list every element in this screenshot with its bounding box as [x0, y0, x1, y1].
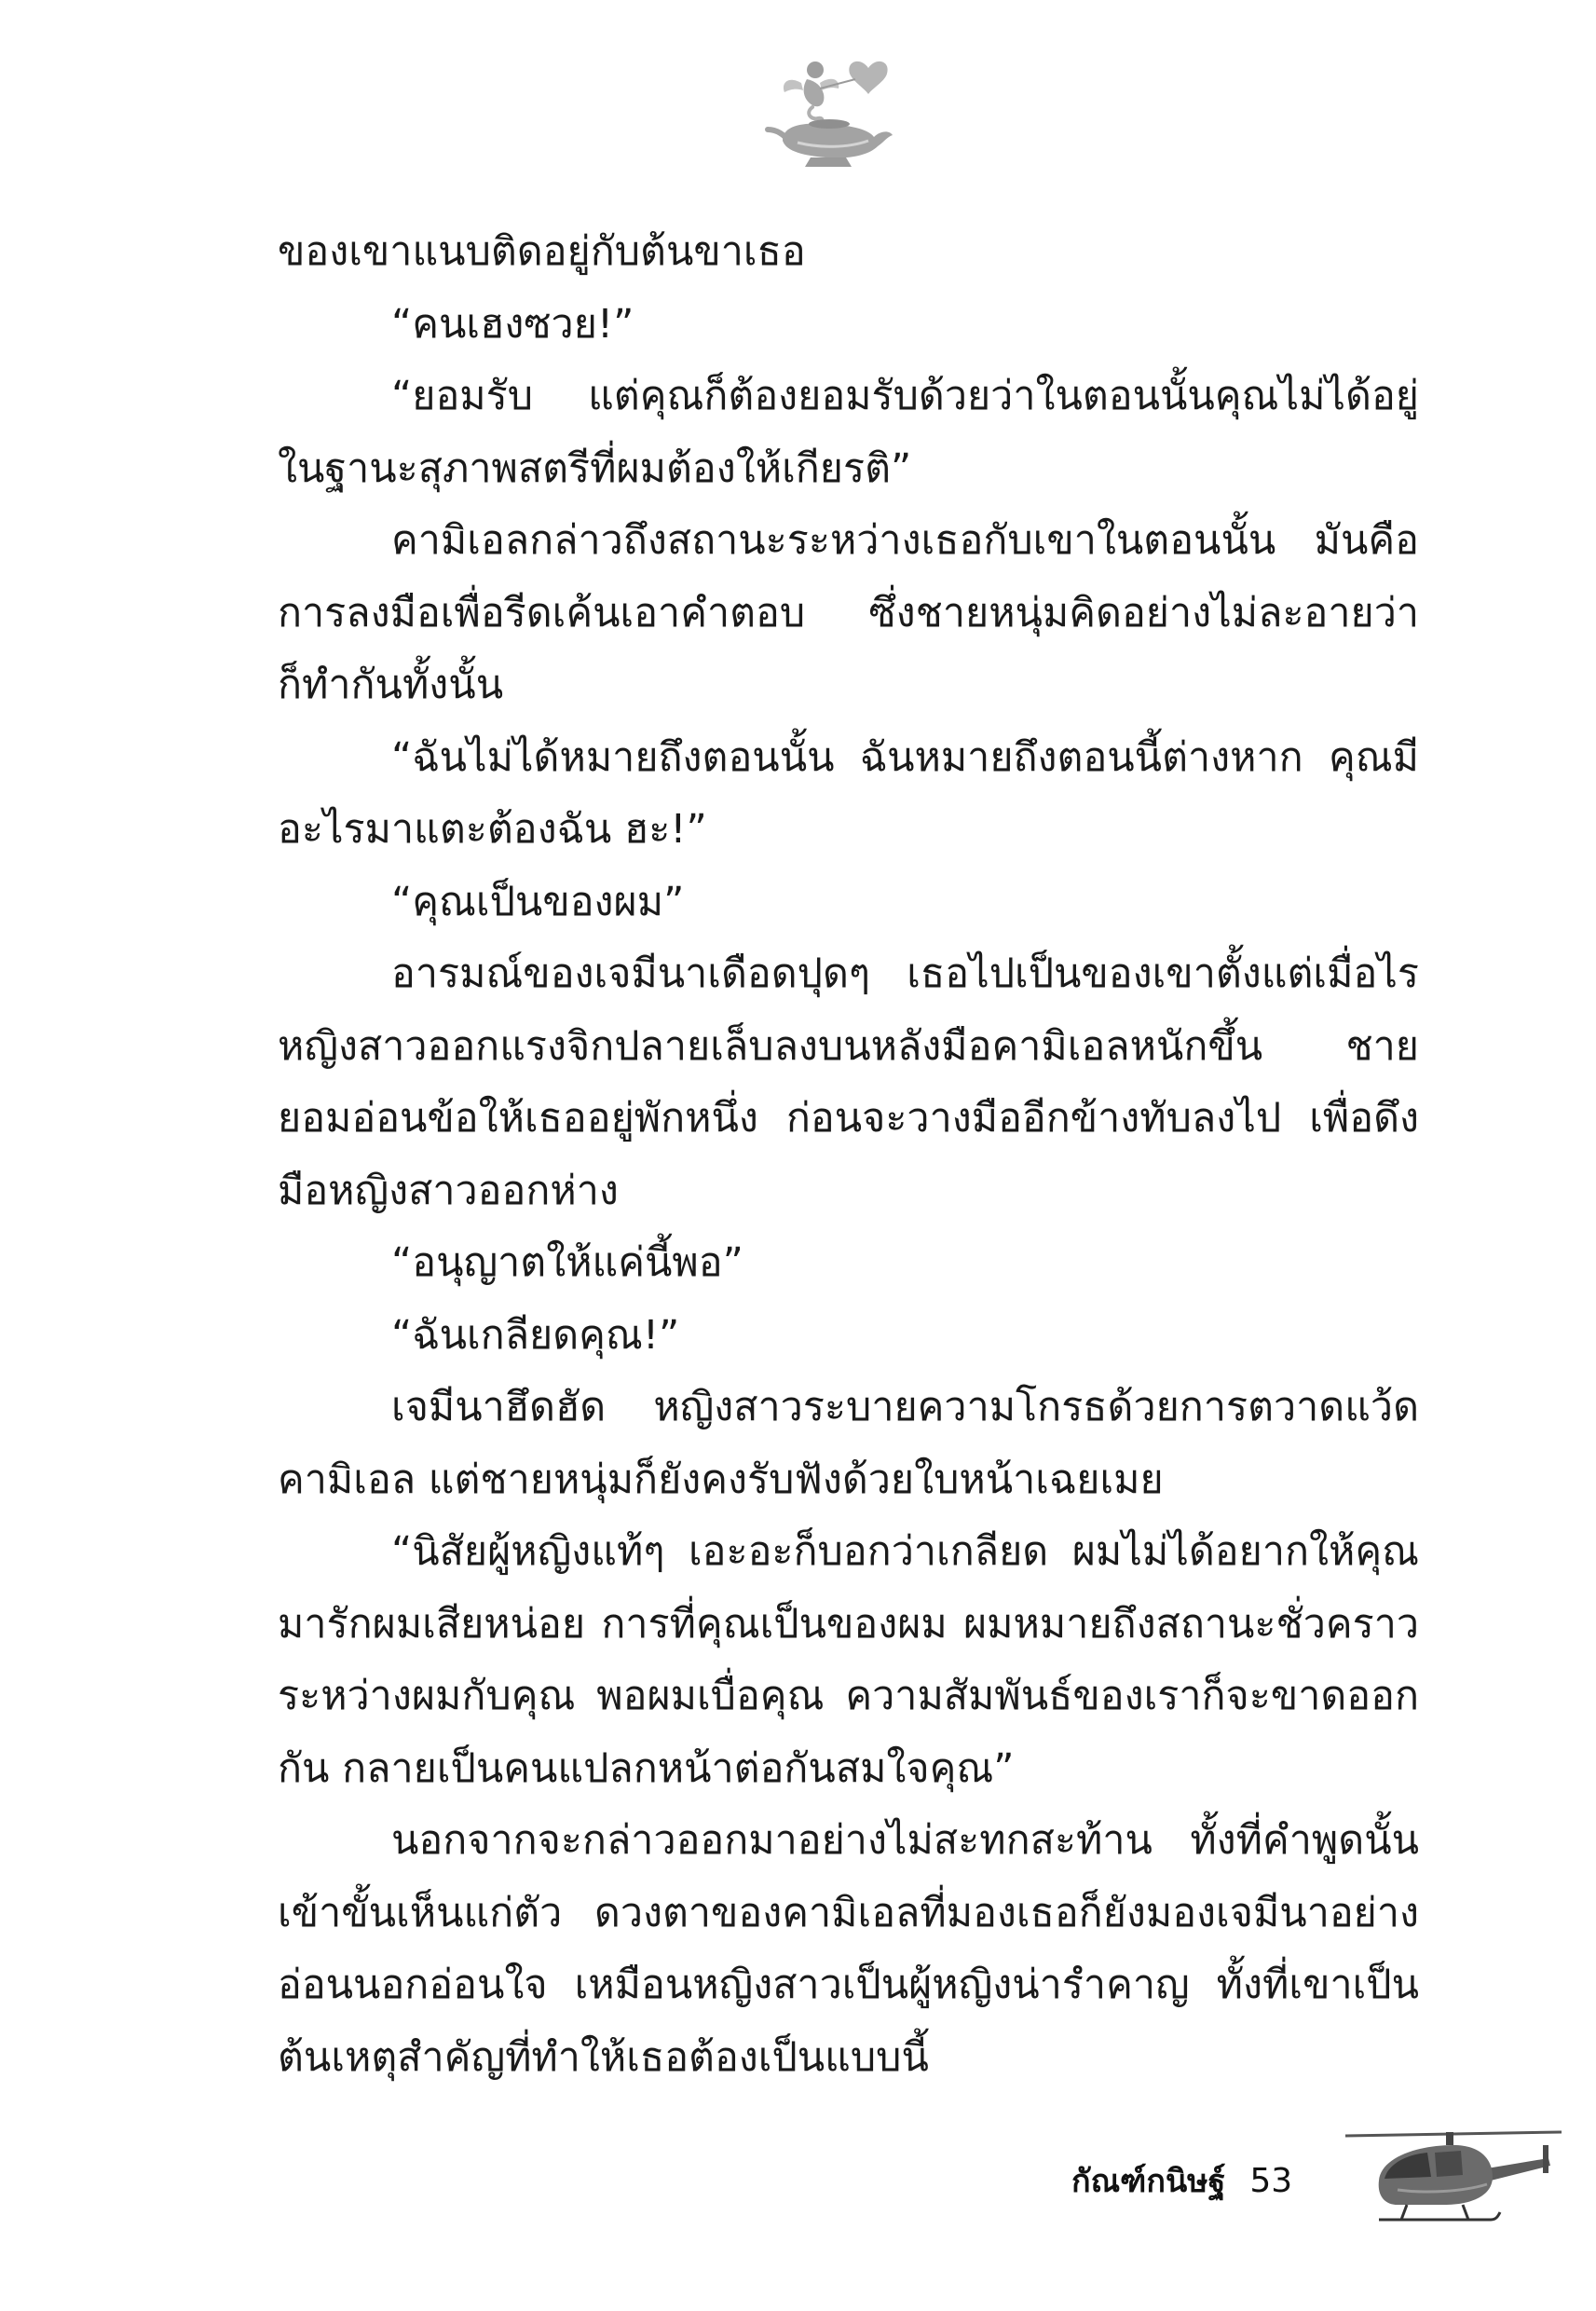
text-line: “คุณเป็นของผม” — [391, 878, 685, 925]
text-line: ในฐานะสุภาพสตรีที่ผมต้องให้เกียรติ” — [278, 444, 912, 492]
text-line: มารักผมเสียหน่อย การที่คุณเป็นของผม ผมหมายถึงสถานะชั่วคราว — [278, 1600, 1419, 1648]
text-line: “ฉันเกลียดคุณ!” — [391, 1311, 680, 1359]
text-line: คามิเอลกล่าวถึงสถานะระหว่างเธอกับเขาในตอนนั้น มันคือ — [391, 517, 1419, 564]
text-line: ของเขาแนบติดอยู่กับต้นขาเธอ — [278, 228, 806, 275]
text-line: ระหว่างผมกับคุณ พอผมเบื่อคุณ ความสัมพันธ์ของเราก็จะขาดออก — [278, 1673, 1419, 1719]
text-line: กัน กลายเป็นคนแปลกหน้าต่อกันสมใจคุณ” — [278, 1744, 1015, 1792]
page-number: 53 — [1249, 2161, 1293, 2200]
text-line: เจมีนาฮึดฮัด หญิงสาวระบายความโกรธด้วยการตวาดแว้ด — [391, 1384, 1419, 1430]
text-line: ก็ทำกันทั้งนั้น — [278, 662, 504, 708]
text-line: อารมณ์ของเจมีนาเดือดปุดๆ เธอไปเป็นของเขาตั้งแต่เมื่อไร — [391, 950, 1419, 997]
text-line: อะไรมาแตะต้องฉัน ฮะ!” — [278, 806, 707, 853]
text-line: หญิงสาวออกแรงจิกปลายเล็บลงบนหลังมือคามิเอลหนักขึ้น ชาย — [278, 1022, 1419, 1070]
text-line: มือหญิงสาวออกห่าง — [278, 1167, 619, 1214]
text-line: ต้นเหตุสำคัญที่ทำให้เธอต้องเป็นแบบนี้ — [278, 2033, 929, 2081]
text-line: “ยอมรับ แต่คุณก็ต้องยอมรับด้วยว่าในตอนนั้นคุณไม่ได้อยู่ — [391, 373, 1419, 419]
text-line: “ฉันไม่ได้หมายถึงตอนนั้น ฉันหมายถึงตอนนี้ต่างหาก คุณมี — [391, 733, 1419, 781]
helicopter-icon — [1342, 2115, 1565, 2236]
book-title: กัณฑ์กนิษฐ์ — [1071, 2163, 1226, 2200]
text-line: การลงมือเพื่อรีดเค้นเอาคำตอบ ซึ่งชายหนุ่มคิดอย่างไม่ละอายว่า — [278, 589, 1419, 636]
body-text — [278, 216, 1419, 2094]
genie-lamp-ornament-icon — [764, 51, 904, 172]
text-line: “คนเฮงซวย!” — [391, 300, 634, 348]
text-line: คามิเอล แต่ชายหนุ่มก็ยังคงรับฟังด้วยใบหน้าเฉยเมย — [278, 1456, 1164, 1503]
text-line: นอกจากจะกล่าวออกมาอย่างไม่สะทกสะท้าน ทั้งที่คำพูดนั้น — [391, 1817, 1419, 1864]
text-line: อ่อนนอกอ่อนใจ เหมือนหญิงสาวเป็นผู้หญิงน่ารำคาญ ทั้งที่เขาเป็น — [278, 1962, 1419, 2008]
page-footer — [1071, 2148, 1292, 2213]
text-line: เข้าขั้นเห็นแก่ตัว ดวงตาของคามิเอลที่มองเธอก็ยังมองเจมีนาอย่าง — [278, 1889, 1419, 1936]
text-line: “อนุญาตให้แค่นี้พอ” — [391, 1239, 743, 1286]
text-line: ยอมอ่อนข้อให้เธออยู่พักหนึ่ง ก่อนจะวางมืออีกข้างทับลงไป เพื่อดึง — [278, 1095, 1419, 1142]
text-line: “นิสัยผู้หญิงแท้ๆ เอะอะก็บอกว่าเกลียด ผมไม่ได้อยากให้คุณ — [391, 1528, 1419, 1575]
